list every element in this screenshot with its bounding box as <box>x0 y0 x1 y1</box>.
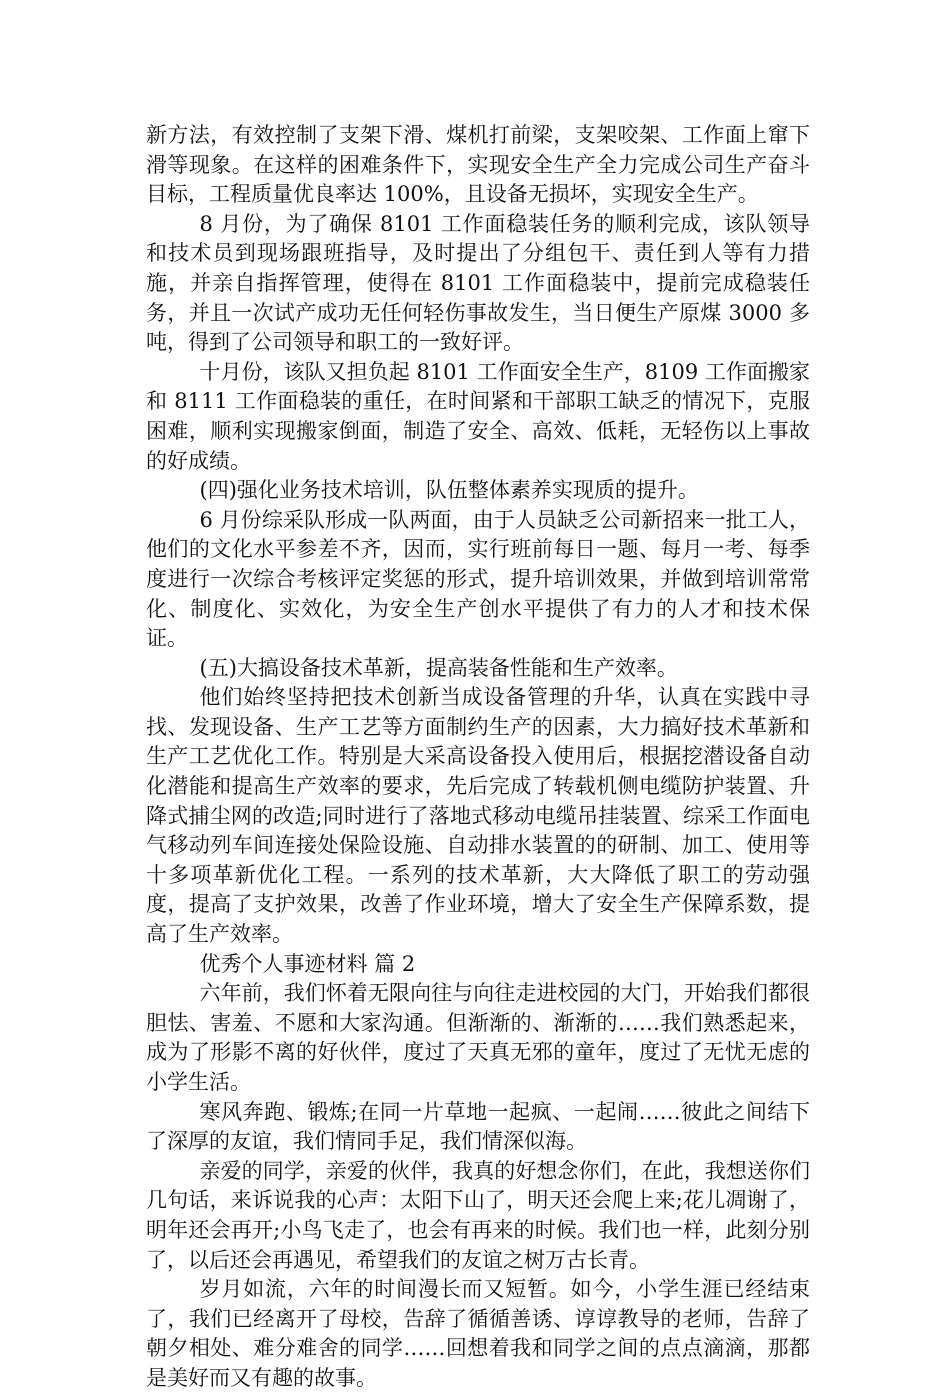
paragraph-dear-classmates: 亲爱的同学，亲爱的伙伴，我真的好想念你们，在此，我想送你们几句话，来诉说我的心声：太阳下山了，明天还会爬上来;花儿凋谢了，明年还会再开;小鸟飞走了，也会有再来的时候。我们也一样，此刻分别了，以后还会再遇见，希望我们的友谊之树万古长青。 <box>146 1158 810 1272</box>
paragraph-six-years-ago: 六年前，我们怀着无限向往与向往走进校园的大门，开始我们都很胆怯、害羞、不愿和大家沟通。但渐渐的、渐渐的……我们熟悉起来，成为了形影不离的好伙伴，度过了天真无邪的童年，度过了无忧无虑的小学生活。 <box>146 981 810 1094</box>
section-heading-innovation: (五)大搞设备技术革新，提高装备性能和生产效率。 <box>199 655 678 680</box>
paragraph-august: 8 月份，为了确保 8101 工作面稳装任务的顺利完成，该队领导和技术员到现场跟班指导，及时提出了分组包干、责任到人等有力措施，并亲自指挥管理，使得在 8101 工作面稳装中，提前完成稳装任务，并且一次试产成功无任何轻伤事故发生，当日便生产原煤 3000 多吨，得到了公司领导和职工的一致好评。 <box>146 211 810 355</box>
paragraph-continuation: 新方法，有效控制了支架下滑、煤机打前梁，支架咬架、工作面上窜下滑等现象。在这样的困难条件下，实现安全生产全力完成公司生产奋斗目标，工程质量优良率达 100%，且设备无损坏，实现安全生产。 <box>146 123 810 207</box>
section-heading-training: (四)强化业务技术培训，队伍整体素养实现质的提升。 <box>199 478 699 503</box>
paragraph-friendship: 寒风奔跑、锻炼;在同一片草地一起疯、一起闹……彼此之间结下了深厚的友谊，我们情同手足，我们情深似海。 <box>146 1099 810 1154</box>
paragraph-innovation: 他们始终坚持把技术创新当成设备管理的升华，认真在实践中寻找、发现设备、生产工艺等方面制约生产的因素，大力搞好技术革新和生产工艺优化工作。特别是大采高设备投入使用后，根据挖潜设备自动化潜能和提高生产效率的要求，先后完成了转载机侧电缆防护装置、升降式捕尘网的改造;同时进行了落地式移动电缆吊挂装置、综采工作面电气移动列车间连接处保险设施、自动排水装置的的研制、加工、使用等十多项革新优化工程。一系列的技术革新，大大降低了职工的劳动强度，提高了支护效果，改善了作业环境，增大了安全生产保障系数，提高了生产效率。 <box>146 685 810 947</box>
document-body <box>146 121 810 1394</box>
paragraph-june-training: 6 月份综采队形成一队两面，由于人员缺乏公司新招来一批工人，他们的文化水平参差不齐，因而，实行班前每日一题、每月一考、每季度进行一次综合考核评定奖惩的形式，提升培训效果，并做到培训常常化、制度化、实效化，为安全生产创水平提供了有力的人才和技术保证。 <box>146 507 810 651</box>
paragraph-october: 十月份，该队又担负起 8101 工作面安全生产，8109 工作面搬家和 8111 工作面稳装的重任，在时间紧和干部职工缺乏的情况下，克服困难，顺利实现搬家倒面，制造了安全、高效、低耗，无轻伤以上事故的好成绩。 <box>146 359 810 473</box>
article-heading-part-2: 优秀个人事迹材料 篇 2 <box>199 951 416 976</box>
paragraph-time-flies: 岁月如流，六年的时间漫长而又短暂。如今，小学生涯已经结束了，我们已经离开了母校，告辞了循循善诱、谆谆教导的老师，告辞了朝夕相处、难分难舍的同学……回想着我和同学之间的点点滴滴，那都是美好而又有趣的故事。 <box>146 1277 810 1390</box>
